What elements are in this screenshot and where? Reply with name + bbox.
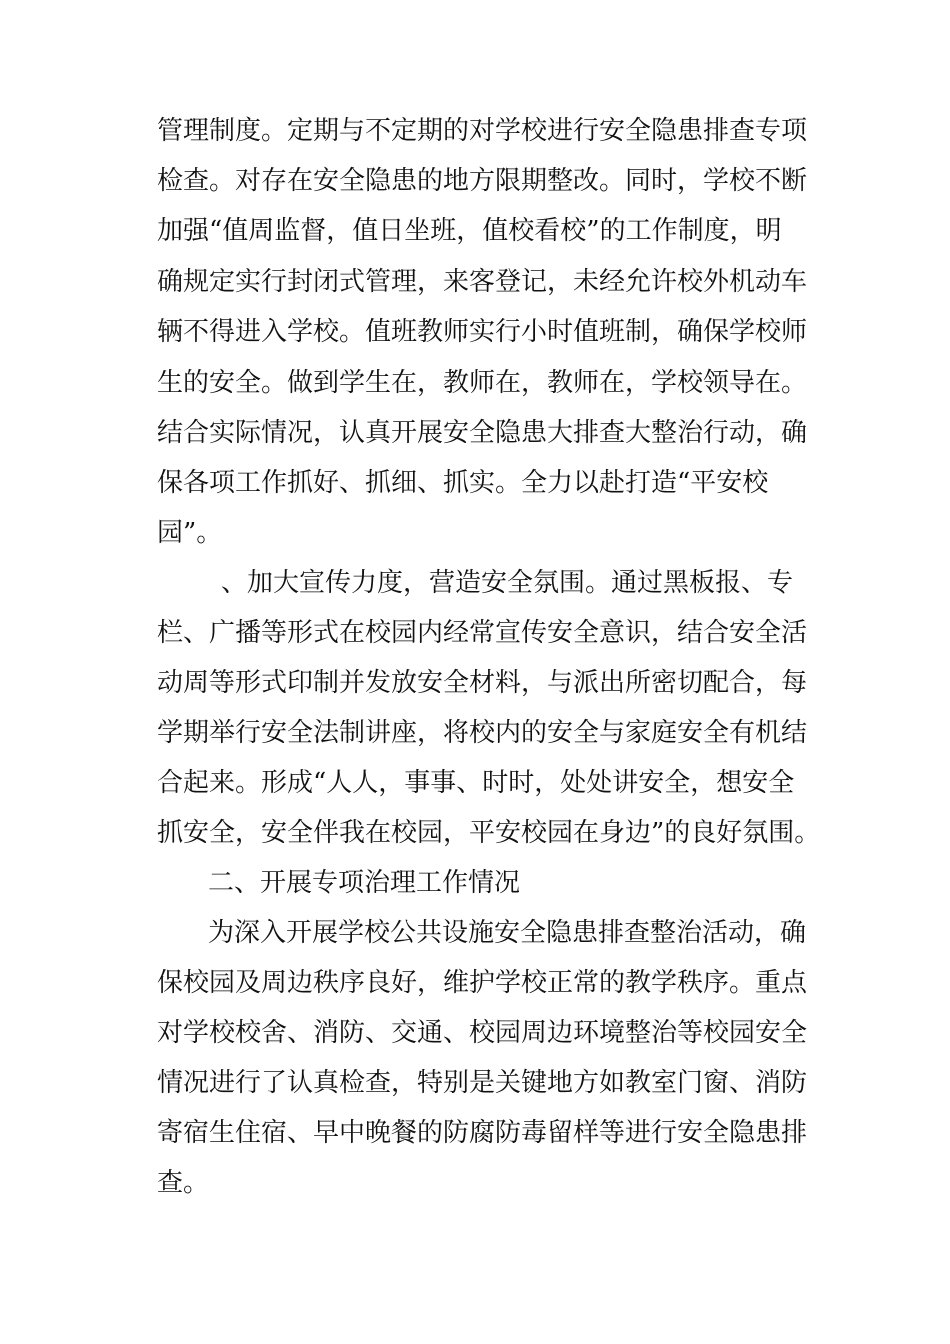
text-line: 辆不得进入学校。值班教师实行小时值班制，确保学校师 (157, 317, 808, 347)
text-line: 学期举行安全法制讲座，将校内的安全与家庭安全有机结 (157, 718, 808, 748)
text-line: 抓安全，安全伴我在校园，平安校园在身边”的良好氛围。 (157, 818, 821, 848)
text-line: 检查。对存在安全隐患的地方限期整改。同时，学校不断 (157, 166, 808, 196)
text-line: 结合实际情况，认真开展安全隐患大排查大整治行动，确 (157, 418, 808, 448)
text-line: 对学校校舍、消防、交通、校园周边环境整治等校园安全 (157, 1018, 808, 1048)
text-line: 情况进行了认真检查，特别是关键地方如教室门窗、消防 (157, 1068, 808, 1098)
text-line: 保校园及周边秩序良好，维护学校正常的教学秩序。重点 (157, 968, 808, 998)
paragraph-first-line: 为深入开展学校公共设施安全隐患排查整治活动，确 (208, 918, 807, 948)
text-line: 合起来。形成“人人，事事、时时，处处讲安全，想安全 (157, 768, 795, 798)
text-line: 管理制度。定期与不定期的对学校进行安全隐患排查专项 (157, 116, 808, 146)
text-line: 动周等形式印制并发放安全材料，与派出所密切配合，每 (157, 668, 808, 698)
text-line: 加强“值周监督，值日坐班，值校看校”的工作制度，明 (157, 216, 782, 246)
text-line: 寄宿生住宿、早中晚餐的防腐防毒留样等进行安全隐患排 (157, 1118, 808, 1148)
text-line: 保各项工作抓好、抓细、抓实。全力以赴打造“平安校 (157, 468, 769, 498)
text-line: 确规定实行封闭式管理，来客登记，未经允许校外机动车 (157, 267, 808, 297)
text-line: 园”。 (157, 518, 223, 548)
text-line: 栏、广播等形式在校园内经常宣传安全意识，结合安全活 (157, 618, 808, 648)
text-line: 查。 (157, 1168, 210, 1198)
text-line: 生的安全。做到学生在，教师在，教师在，学校领导在。 (157, 368, 808, 398)
section-heading: 二、开展专项治理工作情况 (208, 868, 521, 898)
paragraph-heading: 、加大宣传力度，营造安全氛围。通过黑板报、专 (221, 568, 794, 598)
